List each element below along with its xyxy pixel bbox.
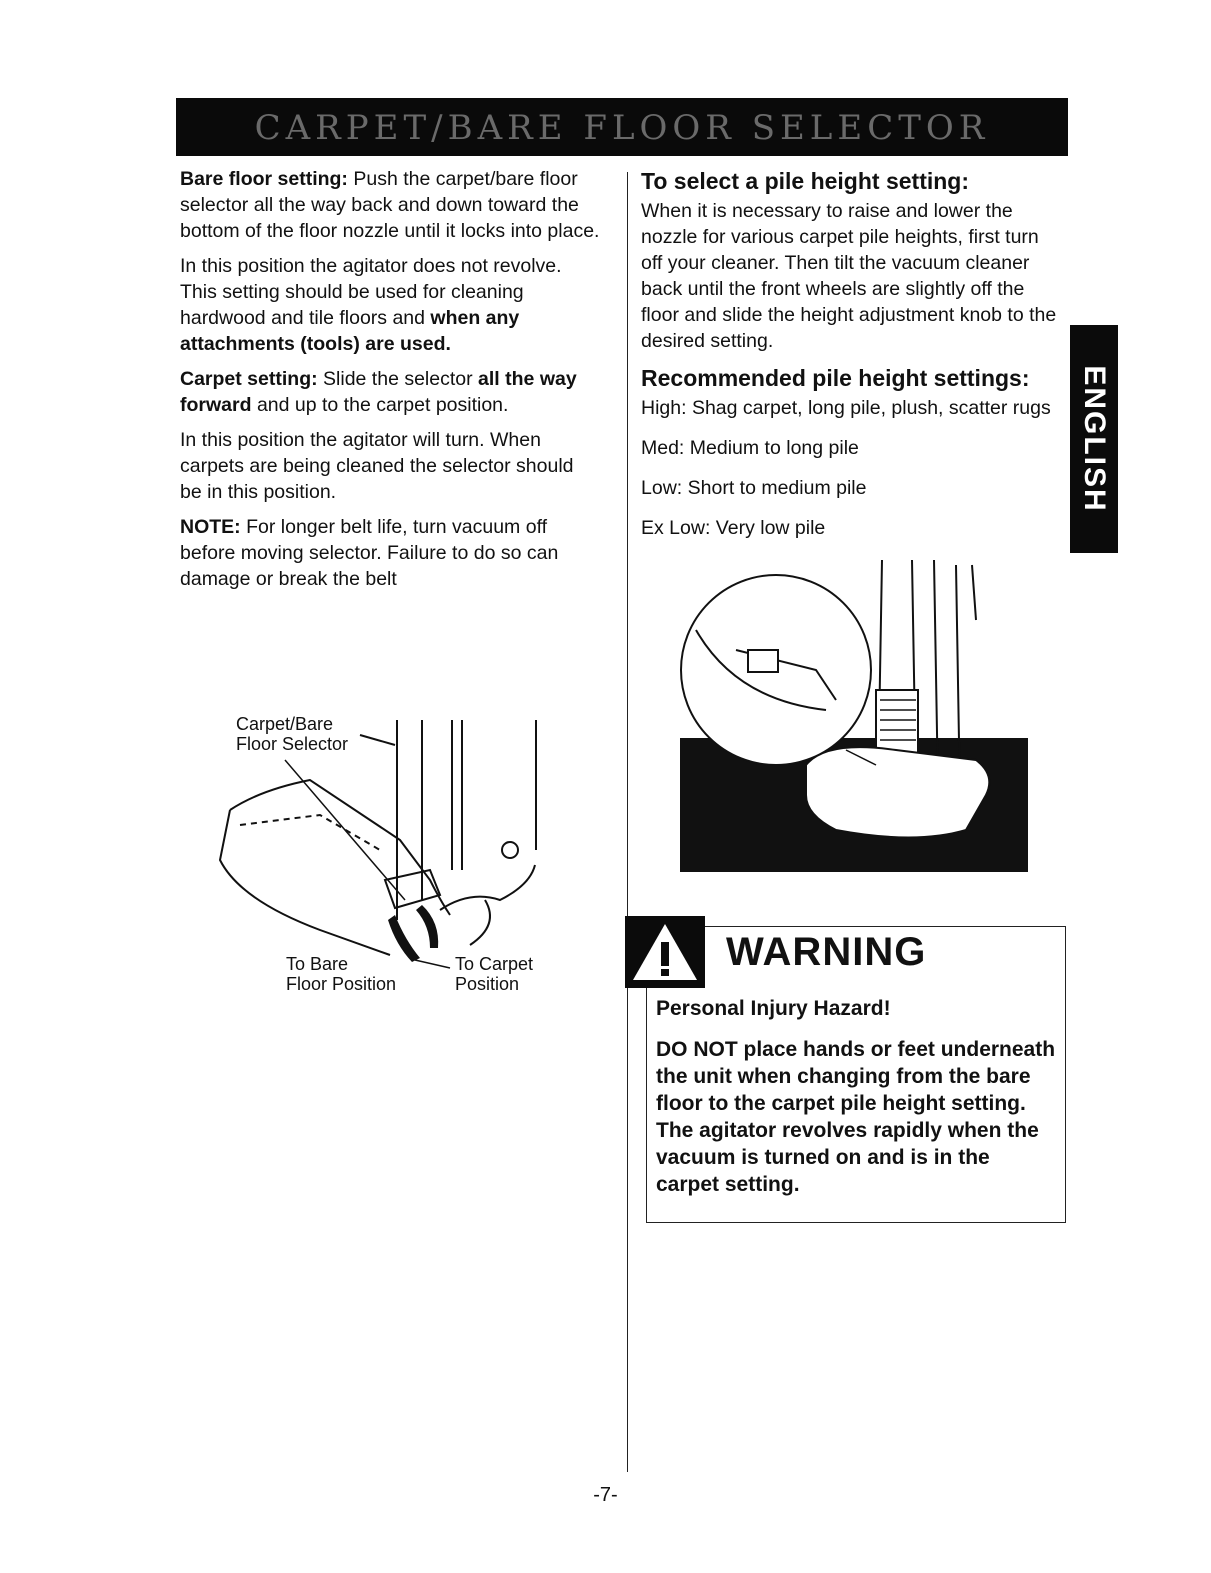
vacuum-drawing [676,560,1032,880]
note-paragraph [180,514,600,592]
setting-value: Shag carpet, long pile, plush, scatter rugs [691,397,1051,419]
warning-text: DO NOT place hands or feet underneath the unit when changing from the bare floor to the carpet pile height setting. The agitator revolves rapidly when the vacuum is turned on and is in the carpet setting. [656,1038,1056,1196]
note-label: NOTE: [180,516,241,538]
recommended-heading: Recommended pile height settings: [641,365,1030,391]
carpet-label: Carpet setting: [180,368,318,390]
warning-icon [625,916,705,988]
section-title: CARPET/BARE FLOOR SELECTOR [254,108,990,148]
carpet-paragraph [180,366,600,418]
bare-floor-text: Push the carpet/bare floor selector all the way back and down toward the bottom of the floor nozzle until it locks into place. [180,168,600,242]
page-number: -7- [593,1484,618,1506]
language-tab-label: ENGLISH [1078,365,1111,513]
right-column [641,166,1061,555]
warning-title: WARNING [726,930,927,974]
setting-low [641,475,1061,501]
setting-high [641,395,1061,421]
bare-floor-paragraph [180,166,600,244]
carpet-text-2: and up to the carpet position. [256,394,509,416]
left-column [180,166,600,601]
setting-value: Very low pile [715,517,826,539]
selector-label-2: Floor Selector [236,734,349,754]
warning-body [656,995,1056,1198]
setting-ex-low [641,515,1061,541]
setting-label: Med: [641,437,685,459]
selector-label-1: Carpet/Bare [236,714,334,734]
setting-label: Low: [641,477,683,499]
column-divider [627,172,628,1472]
vacuum-illustration [676,560,1032,880]
bare-position-text: In this position the agitator does not revolve. This setting should be used for cleaning hardwood and tile floors and [180,255,562,329]
bare-position-paragraph [180,253,600,357]
select-pile-heading: To select a pile height setting: [641,168,970,194]
carpet-position-paragraph: In this position the agitator will turn. When carpets are being cleaned the selector should be in this position. [180,429,574,503]
bare-position-label-2: Floor Position [286,974,397,994]
selector-illustration [200,700,600,1010]
note-text: For longer belt life, turn vacuum off before moving selector. Failure to do so can damage or break the belt [180,516,559,590]
bare-floor-label: Bare floor setting: [180,168,348,190]
setting-med [641,435,1061,461]
setting-value: Short to medium pile [687,477,867,499]
setting-value: Medium to long pile [689,437,859,459]
select-pile-text: When it is necessary to raise and lower the nozzle for various carpet pile heights, first turn off your cleaner. Then tilt the vacuum cleaner back until the front wheels are slightly off the floor and slide the height adjustment knob to the desired setting. [641,200,1057,352]
carpet-text-1: Slide the selector [323,368,473,390]
carpet-bold: all the way forward [180,368,577,416]
bare-position-bold: when any attachments (tools) are used. [180,307,520,355]
setting-label: High: [641,397,687,419]
carpet-position-label-1: To Carpet [455,954,534,974]
section-header-bar [176,98,1068,156]
setting-label: Ex Low: [641,517,711,539]
warning-hazard: Personal Injury Hazard! [656,997,891,1020]
carpet-position-label-2: Position [455,974,520,994]
bare-position-label-1: To Bare [286,954,349,974]
language-tab [1070,325,1118,553]
